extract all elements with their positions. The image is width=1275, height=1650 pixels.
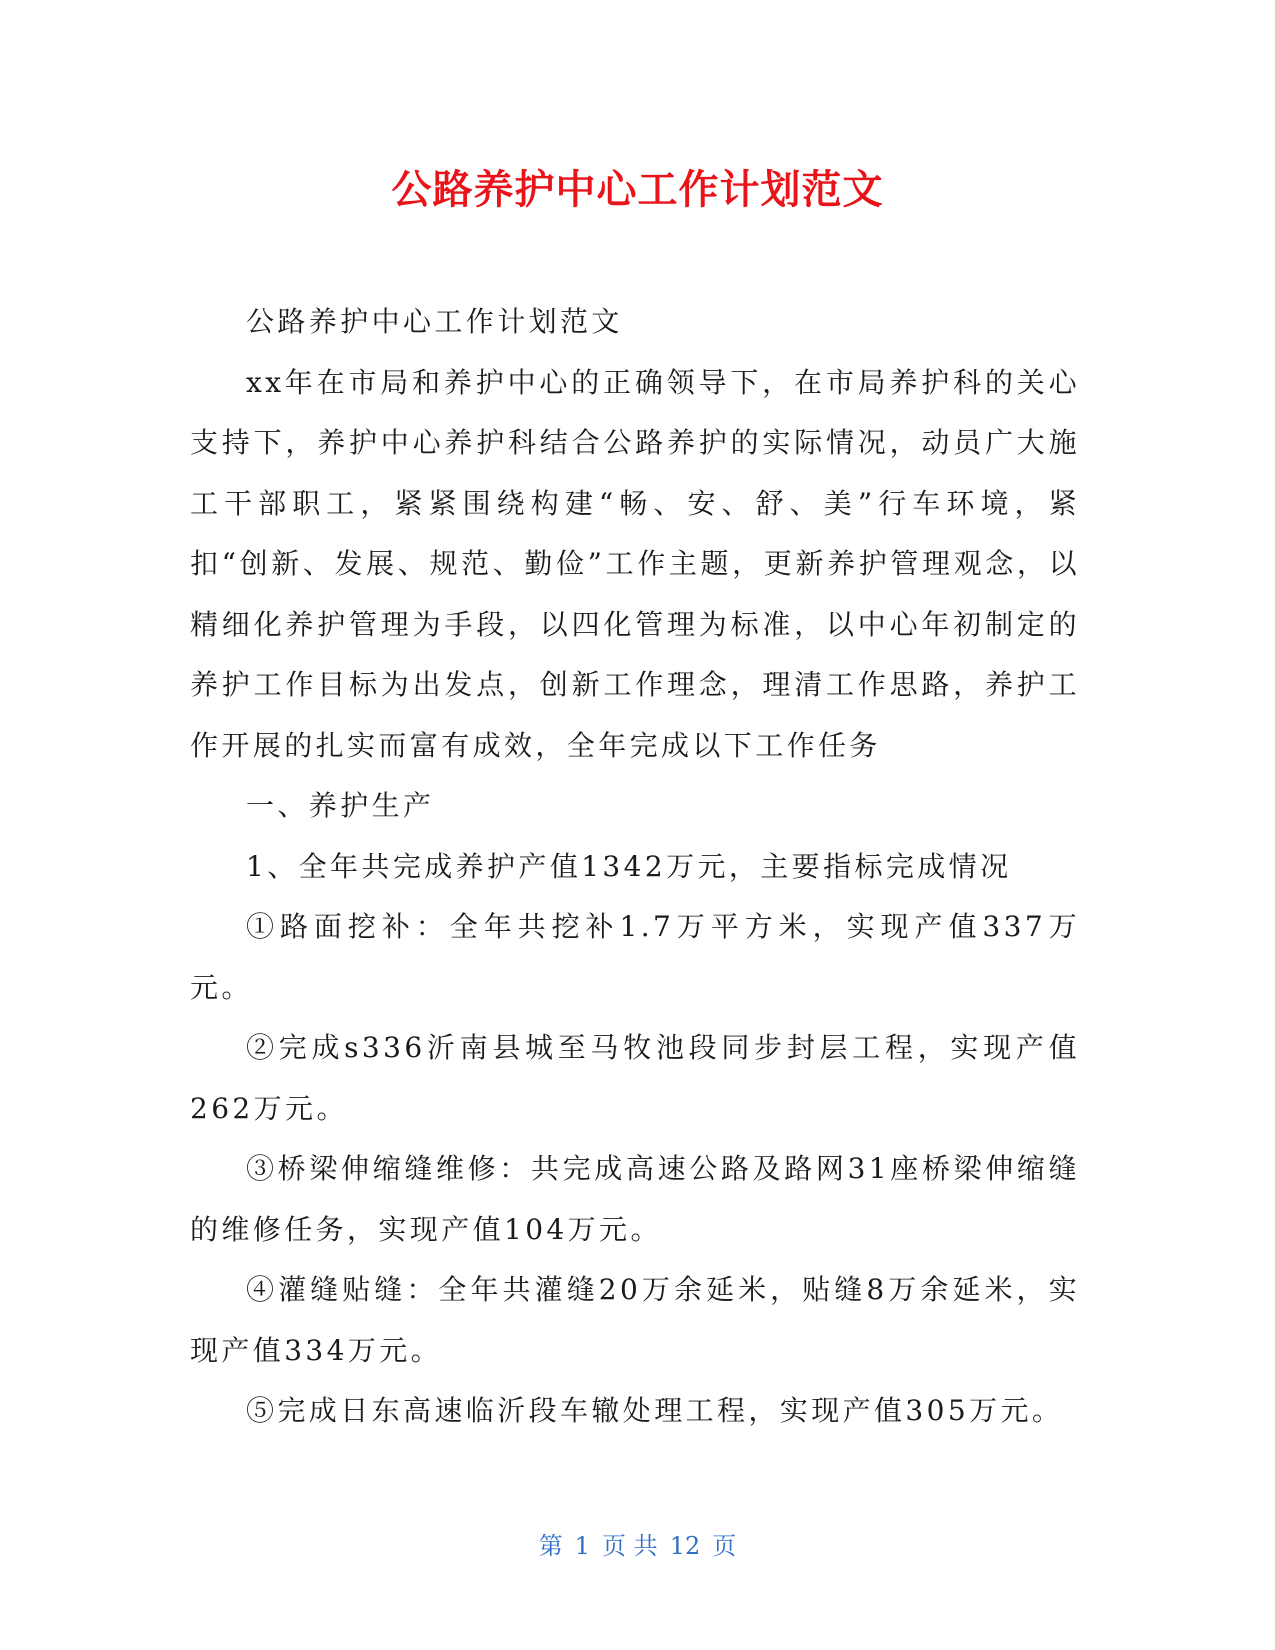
- list-item: ⑤完成日东高速临沂段车辙处理工程，实现产值305万元。: [246, 1394, 1064, 1427]
- footer-total-pages: 12: [669, 1532, 701, 1560]
- footer-suffix: 页: [712, 1532, 737, 1560]
- footer-prefix: 第: [538, 1532, 563, 1560]
- footer-current-page: 1: [574, 1532, 591, 1560]
- footer-middle: 页 共: [602, 1532, 658, 1560]
- list-item: ②完成s336沂南县城至马牧池段同步封层工程，实现产值262万元。: [190, 1031, 1080, 1125]
- page-footer: [0, 1530, 1275, 1562]
- list-item: ③桥梁伸缩缝维修：共完成高速公路及路网31座桥梁伸缩缝的维修任务，实现产值104万元。: [190, 1152, 1080, 1246]
- list-item: ①路面挖补：全年共挖补1.7万平方米，实现产值337万元。: [190, 910, 1080, 1004]
- paragraph-intro: xx年在市局和养护中心的正确领导下，在市局养护科的关心支持下，养护中心养护科结合公路养护的实际情况，动员广大施工干部职工，紧紧围绕构建“畅、安、舒、美”行车环境，紧扣“创新、发展、规范、勤俭”工作主题，更新养护管理观念，以精细化养护管理为手段，以四化管理为标准，以中心年初制定的养护工作目标为出发点，创新工作理念，理清工作思路，养护工作开展的扎实而富有成效，全年完成以下工作任务: [190, 365, 1080, 762]
- document-body: [190, 292, 1080, 1442]
- paragraph-heading: 公路养护中心工作计划范文: [246, 305, 623, 338]
- page-title: 公路养护中心工作计划范文: [391, 167, 884, 213]
- section-heading: 一、养护生产: [246, 789, 435, 822]
- list-item: ④灌缝贴缝：全年共灌缝20万余延米，贴缝8万余延米，实现产值334万元。: [190, 1273, 1080, 1367]
- paragraph-summary: 1、全年共完成养护产值1342万元，主要指标完成情况: [246, 849, 1012, 883]
